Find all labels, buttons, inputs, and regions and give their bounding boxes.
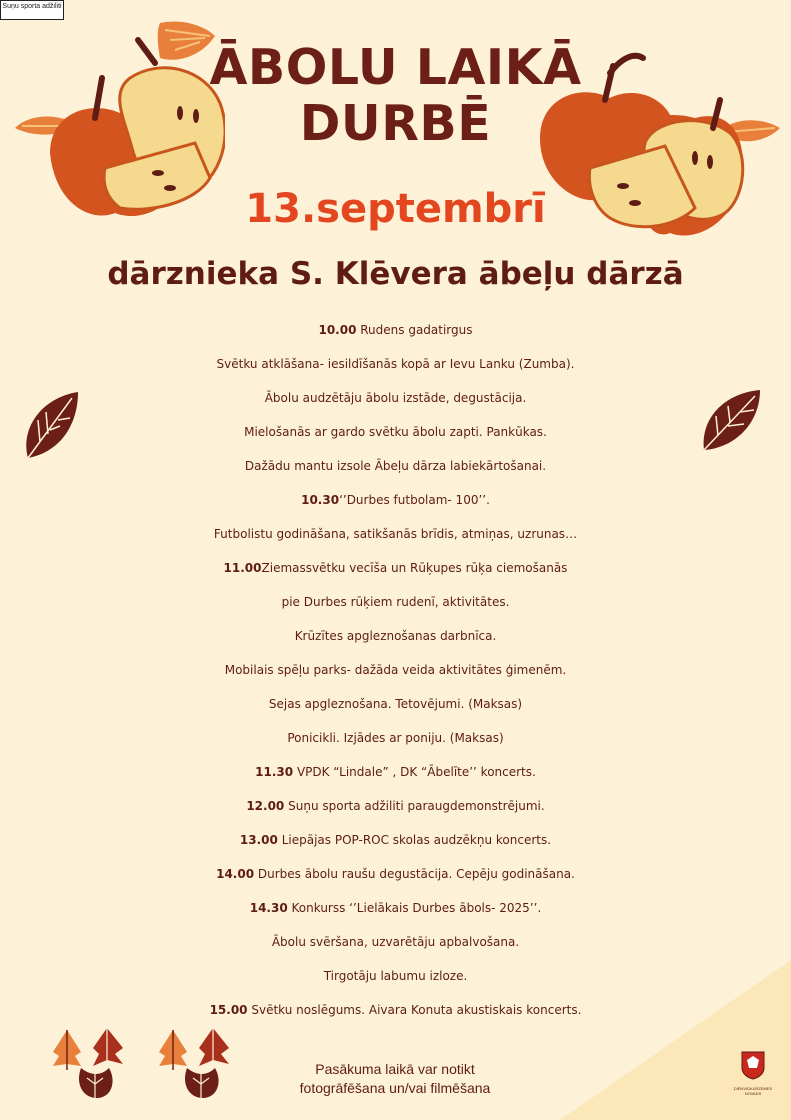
program-line <box>0 823 791 857</box>
event-venue: dārznieka S. Klēvera ābeļu dārzā <box>107 256 684 292</box>
program-time: 11.00 <box>223 561 262 575</box>
program-text: ‘’Durbes futbolam- 100’’. <box>339 493 490 507</box>
page-title-line2: DURBĒ <box>299 95 492 152</box>
program-list <box>0 313 791 1027</box>
corner-tag: Suņu sporta adžiliti <box>0 0 64 20</box>
program-line <box>0 789 791 823</box>
event-date: 13.septembrī <box>245 186 546 232</box>
program-line <box>0 381 791 415</box>
program-time: 13.00 <box>239 833 278 847</box>
filming-notice-line1: Pasākuma laikā var notikt <box>315 1061 475 1077</box>
program-line <box>0 653 791 687</box>
program-line <box>0 449 791 483</box>
program-text: Mobilais spēļu parks- dažāda veida aktivitātes ģimenēm. <box>224 663 567 677</box>
program-time: 15.00 <box>209 1003 248 1017</box>
program-line <box>0 721 791 755</box>
program-line <box>0 891 791 925</box>
program-line <box>0 925 791 959</box>
program-line <box>0 687 791 721</box>
autumn-leaves-cluster-icon <box>45 1022 245 1102</box>
program-text: Ziemassvētku vecīša un Rūķupes rūķa ciemošanās <box>261 561 568 575</box>
page-title-line1: ĀBOLU LAIKĀ <box>209 39 582 96</box>
municipality-logo <box>730 1050 776 1096</box>
program-line <box>0 415 791 449</box>
program-text: Ābolu svēršana, uzvarētāju apbalvošana. <box>271 935 520 949</box>
program-text: Svētku noslēgums. Aivara Konuta akustiskais koncerts. <box>247 1003 582 1017</box>
filming-notice <box>250 1060 540 1098</box>
program-text: Dažādu mantu izsole Ābeļu dārza labiekārtošanai. <box>244 459 547 473</box>
program-time: 14.00 <box>216 867 255 881</box>
program-text: Liepājas POP-ROC skolas audzēkņu koncerts. <box>277 833 552 847</box>
program-line <box>0 857 791 891</box>
program-line <box>0 959 791 993</box>
program-time: 10.00 <box>318 323 357 337</box>
program-time: 11.30 <box>255 765 294 779</box>
program-text: Mielošanās ar gardo svētku ābolu zapti. Pankūkas. <box>244 425 547 439</box>
program-time: 10.30 <box>301 493 340 507</box>
program-line <box>0 993 791 1027</box>
program-line <box>0 483 791 517</box>
program-text: Tirgotāju labumu izloze. <box>323 969 468 983</box>
municipality-logo-text: DIENVIDKURZEMES NOVADS <box>733 1086 773 1096</box>
program-line <box>0 347 791 381</box>
program-text: Suņu sporta adžiliti paraugdemonstrējumi. <box>284 799 545 813</box>
program-text: Ponicikli. Izjādes ar poniju. (Maksas) <box>287 731 504 745</box>
program-line <box>0 313 791 347</box>
program-text: Durbes ābolu raušu degustācija. Cepēju godināšana. <box>254 867 575 881</box>
program-text: Konkurss ‘’Lielākais Durbes ābols- 2025’’. <box>287 901 542 915</box>
program-line <box>0 619 791 653</box>
municipality-logo-icon <box>740 1050 766 1080</box>
filming-notice-line2: fotogrāfēšana un/vai filmēšana <box>299 1080 491 1096</box>
program-text: VPDK “Lindale” , DK “Ābelīte’’ koncerts. <box>293 765 536 779</box>
program-text: Sejas apgleznošana. Tetovējumi. (Maksas) <box>268 697 523 711</box>
program-time: 12.00 <box>246 799 285 813</box>
program-text: pie Durbes rūķiem rudenī, aktivitātes. <box>281 595 510 609</box>
program-line <box>0 755 791 789</box>
program-time: 14.30 <box>249 901 288 915</box>
program-line <box>0 517 791 551</box>
program-text: Ābolu audzētāju ābolu izstāde, degustācija. <box>264 391 527 405</box>
program-text: Rudens gadatirgus <box>356 323 473 337</box>
program-text: Krūzītes apgleznošanas darbnīca. <box>294 629 497 643</box>
program-text: Futbolistu godināšana, satikšanās brīdis, atmiņas, uzrunas… <box>213 527 578 541</box>
program-line <box>0 551 791 585</box>
program-text: Svētku atklāšana- iesildīšanās kopā ar Ievu Lanku (Zumba). <box>216 357 575 371</box>
program-line <box>0 585 791 619</box>
